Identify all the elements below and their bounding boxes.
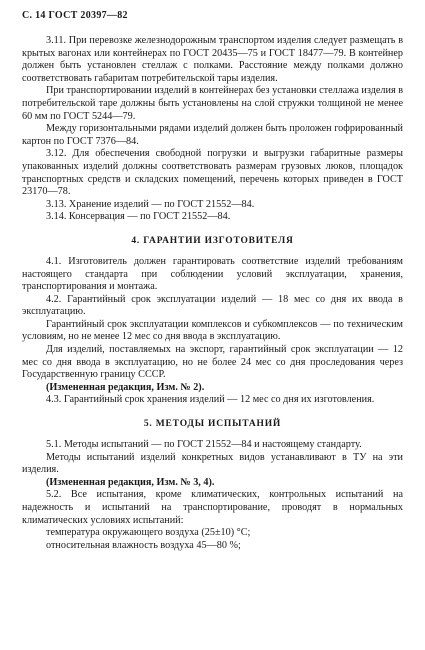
paragraph-test-methods: Методы испытаний изделий конкретных видов устанавливают в ТУ на эти изделия.: [22, 451, 403, 476]
paragraph-3-11: 3.11. При перевозке железнодорожным транспортом изделия следует размещать в крытых вагонах или контейнерах по ГОСТ 20435—75 и ГОСТ 18477—79. В контейнер должен быть установлен стеллаж с полками. Расстояние между полками должно соответствовать габаритам потребительской тары изделия.: [22, 35, 403, 84]
section-4-heading: 4. ГАРАНТИИ ИЗГОТОВИТЕЛЯ: [131, 235, 294, 246]
amendment-note: (Измененная редакция, Изм. № 2).: [46, 381, 205, 393]
amendment-note: (Измененная редакция, Изм. № 3, 4).: [46, 476, 215, 488]
paragraph-4-3: 4.3. Гарантийный срок хранения изделий — 12 мес со дня их изготовления.: [46, 394, 375, 406]
paragraph-4-2: 4.2. Гарантийный срок эксплуатации изделий — 18 мес со дня их ввода в эксплуатацию.: [22, 293, 403, 318]
paragraph-5-1: 5.1. Методы испытаний — по ГОСТ 21552—84 и настоящему стандарту.: [46, 439, 362, 451]
condition-humidity: относительная влажность воздуха 45—80 %;: [46, 539, 241, 551]
paragraph-3-14: 3.14. Консервация — по ГОСТ 21552—84.: [46, 211, 231, 223]
paragraph-5-2: 5.2. Все испытания, кроме климатических, контрольных испытаний на надежность и испытаний на транспортирование, проводят в нормальных климатических условиях испытаний:: [22, 489, 403, 526]
paragraph-3-12: 3.12. Для обеспечения свободной погрузки и выгрузки габаритные размеры упакованных изделий должны соответствовать размерам грузовых люков, площадок транспортных средств и складских помещений, перечень которых приведен в ГОСТ 23170—78.: [22, 148, 403, 198]
page-header: С. 14 ГОСТ 20397—82: [22, 10, 128, 21]
condition-temperature: температура окружающего воздуха (25±10) °С;: [46, 527, 251, 539]
paragraph-export: Для изделий, поставляемых на экспорт, гарантийный срок эксплуатации — 12 мес со дня ввода в эксплуатацию, но не более 24 мес со дня проследования через Государственную границу СССР.: [22, 344, 403, 381]
paragraph-4-1: 4.1. Изготовитель должен гарантировать соответствие изделий требованиям настоящего стандарта при соблюдении условий эксплуатации, хранения, транспортирования и монтажа.: [22, 255, 403, 293]
section-5-heading: 5. МЕТОДЫ ИСПЫТАНИЙ: [143, 419, 282, 430]
paragraph-no-rack: При транспортировании изделий в контейнерах без установки стеллажа изделия в потребительской таре должны быть установлены на слой стружки толщиной не менее 60 мм по ГОСТ 5244—79.: [22, 85, 403, 122]
paragraph-cardboard: Между горизонтальными рядами изделий должен быть проложен гофрированный картон по ГОСТ 7376—84.: [22, 123, 403, 147]
paragraph-complexes: Гарантийный срок эксплуатации комплексов и субкомплексов — по техническим условиям, но не менее 12 мес со дня ввода в эксплуатацию.: [22, 318, 403, 343]
paragraph-3-13: 3.13. Хранение изделий — по ГОСТ 21552—84.: [46, 198, 255, 210]
